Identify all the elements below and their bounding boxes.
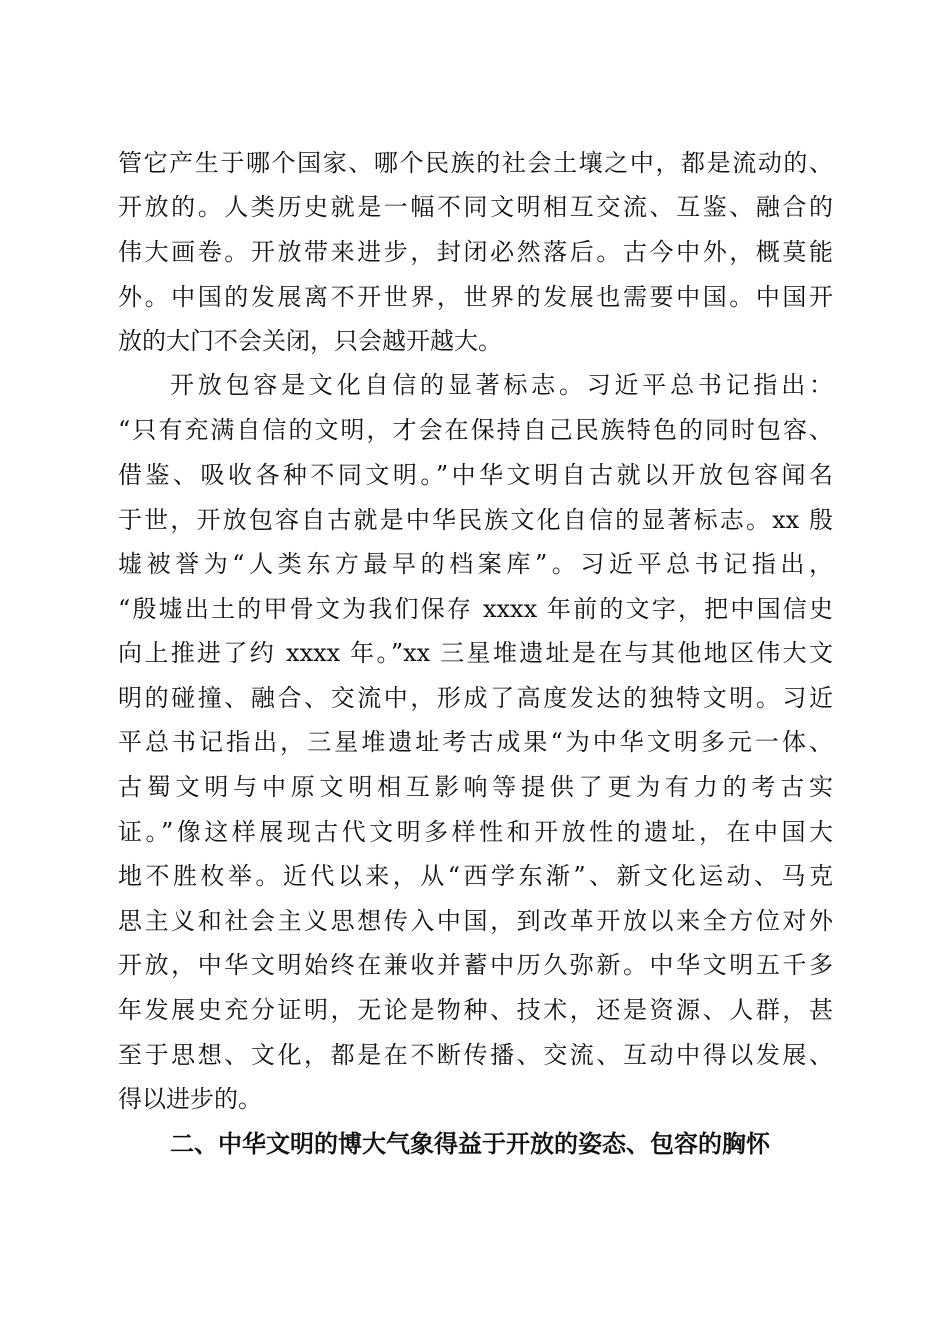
- paragraph2-line-15: 年发展史充分证明，无论是物种、技术，还是资源、人群，甚: [118, 996, 833, 1024]
- paragraph2-line-10: 古蜀文明与中原文明相互影响等提供了更为有力的考古实: [118, 773, 833, 801]
- paragraph2-line-11: 证。”像这样展现古代文明多样性和开放性的遗址，在中国大: [118, 818, 833, 846]
- paragraph2-line-17: 得以进步的。: [118, 1085, 262, 1113]
- paragraph2-line-16: 至于思想、文化，都是在不断传播、交流、互动中得以发展、: [118, 1041, 833, 1069]
- section-heading: 二、中华文明的博大气象得益于开放的姿态、包容的胸怀: [170, 1130, 770, 1158]
- paragraph2-line-14: 开放，中华文明始终在兼收并蓄中历久弥新。中华文明五千多: [118, 951, 833, 979]
- paragraph2-line-7: 向上推进了约 xxxx 年。”xx 三星堆遗址是在与其他地区伟大文: [118, 639, 833, 667]
- paragraph2-line-8: 明的碰撞、融合、交流中，形成了高度发达的独特文明。习近: [118, 684, 833, 712]
- paragraph2-line-12: 地不胜枚举。近代以来，从“西学东渐”、新文化运动、马克: [118, 862, 833, 890]
- paragraph1-line-1: 管它产生于哪个国家、哪个民族的社会土壤之中，都是流动的、: [118, 149, 833, 177]
- paragraph2-line-6: “殷墟出土的甲骨文为我们保存 xxxx 年前的文字，把中国信史: [118, 595, 833, 623]
- paragraph1-line-2: 开放的。人类历史就是一幅不同文明相互交流、互鉴、融合的: [118, 193, 833, 221]
- paragraph1-line-3: 伟大画卷。开放带来进步，封闭必然落后。古今中外，概莫能: [118, 238, 833, 266]
- paragraph2-line-13: 思主义和社会主义思想传入中国，到改革开放以来全方位对外: [118, 907, 833, 935]
- paragraph1-line-5: 放的大门不会关闭，只会越开越大。: [118, 327, 502, 355]
- paragraph2-line-3: 借鉴、吸收各种不同文明。”中华文明自古就以开放包容闻名: [118, 461, 833, 489]
- paragraph2-line-9: 平总书记指出，三星堆遗址考古成果“为中华文明多元一体、: [118, 728, 833, 756]
- paragraph2-line-1: 开放包容是文化自信的显著标志。习近平总书记指出：: [170, 371, 833, 399]
- paragraph1-line-4: 外。中国的发展离不开世界，世界的发展也需要中国。中国开: [118, 283, 833, 311]
- paragraph2-line-4: 于世，开放包容自古就是中华民族文化自信的显著标志。xx 殷: [118, 506, 833, 534]
- paragraph2-line-5: 墟被誉为“人类东方最早的档案库”。习近平总书记指出，: [118, 550, 833, 578]
- paragraph2-line-2: “只有充满自信的文明，才会在保持自己民族特色的同时包容、: [118, 416, 833, 444]
